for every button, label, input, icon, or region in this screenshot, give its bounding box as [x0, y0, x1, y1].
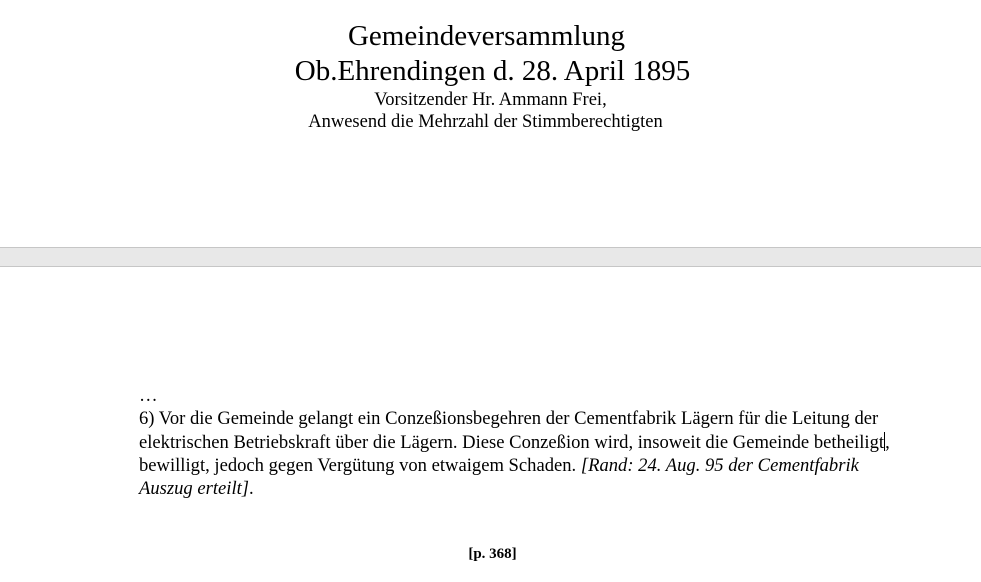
chair-line: Vorsitzender Hr. Ammann Frei,	[374, 90, 607, 110]
page-upper	[0, 0, 981, 247]
attendance-line: Anwesend die Mehrzahl der Stimmberechtigten	[308, 112, 663, 132]
margin-note: [Rand: 24. Aug. 95 der Cementfabrik Auszug erteilt]	[139, 454, 859, 500]
place-and-date: Ob.Ehrendingen d. 28. April 1895	[294, 55, 691, 87]
paragraph-text-middle: , bewilligt, jedoch gegen Vergütung von etwaigem Schaden.	[139, 431, 890, 476]
document-title: Gemeindeversammlung	[347, 20, 626, 52]
page-marker: [p. 368]	[468, 546, 517, 562]
item-6-paragraph	[139, 407, 899, 500]
paragraph-text-end: .	[249, 478, 254, 500]
ellipsis-line: …	[139, 385, 158, 406]
page-break	[0, 247, 981, 267]
minutes-body[interactable]	[139, 384, 899, 500]
paragraph-text-start: 6) Vor die Gemeinde gelangt ein Conzeßionsbegehren der Cementfabrik Lägern für die Leitung der elektrischen Betriebskraft über die Lägern. Diese Conzeßion wird, insoweit die Gemeinde betheiligt	[139, 408, 885, 453]
